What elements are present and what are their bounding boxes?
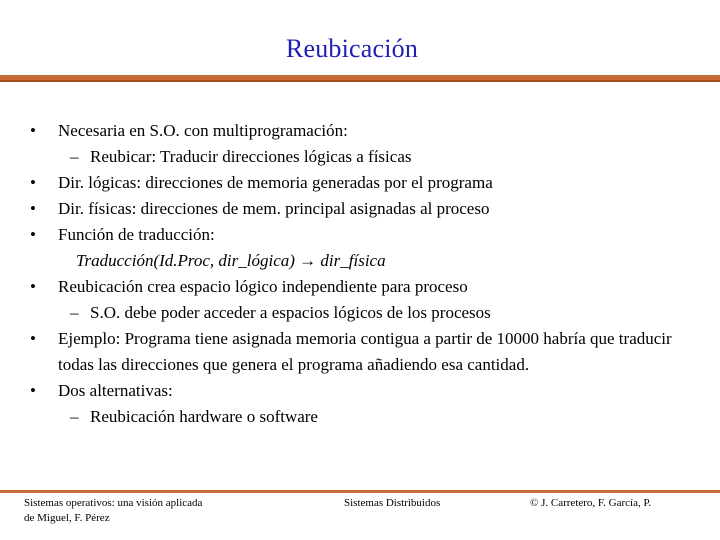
list-item-text: Necesaria en S.O. con multiprogramación: [58, 121, 348, 140]
list-item-text: Ejemplo: Programa tiene asignada memoria contigua a partir de 10000 habría que traducir todas las direcciones que genera el programa añadiendo esa cantidad. [58, 329, 672, 374]
sub-item-text: Reubicar: Traducir direcciones lógicas a físicas [90, 147, 412, 166]
footer-book-title: Sistemas operativos: una visión aplicada [24, 497, 203, 509]
dash-icon: – [70, 303, 79, 322]
dash-icon: – [70, 407, 79, 426]
bullet-icon: • [30, 225, 36, 244]
list-item-text: Dos alternativas: [58, 381, 173, 400]
bullet-icon: • [30, 121, 36, 140]
bottom-divider [0, 490, 720, 493]
top-divider [0, 75, 720, 82]
sub-list-item [30, 300, 706, 326]
sub-item-text: Reubicación hardware o software [90, 407, 318, 426]
bullet-icon: • [30, 277, 36, 296]
list-item [30, 222, 706, 248]
list-item [30, 274, 706, 300]
translation-formula: Traducción(Id.Proc, dir_lógica) → dir_física [76, 251, 386, 270]
sub-item-text: S.O. debe poder acceder a espacios lógicos de los procesos [90, 303, 491, 322]
bullet-icon: • [30, 381, 36, 400]
page-title: Reubicación [285, 34, 419, 63]
footer-course: Sistemas Distribuidos [344, 497, 441, 509]
footer-book-authors: de Miguel, F. Pérez [24, 512, 110, 524]
list-item [30, 118, 706, 144]
list-item-text: Dir. físicas: direcciones de mem. principal asignadas al proceso [58, 199, 490, 218]
footer-book-credit [24, 496, 254, 526]
bullet-icon: • [30, 173, 36, 192]
list-item [30, 196, 706, 222]
sub-list-item [30, 404, 706, 430]
bullet-icon: • [30, 199, 36, 218]
bullet-list [30, 118, 706, 430]
list-item [30, 170, 706, 196]
footer-copyright: © J. Carretero, F. García, P. [530, 497, 652, 509]
dash-icon: – [70, 147, 79, 166]
list-item [30, 378, 706, 404]
list-item-text: Reubicación crea espacio lógico independiente para proceso [58, 277, 468, 296]
sub-list-item [30, 144, 706, 170]
list-item-text: Dir. lógicas: direcciones de memoria generadas por el programa [58, 173, 493, 192]
bullet-icon: • [30, 329, 36, 348]
list-item [30, 326, 706, 378]
list-item-text: Función de traducción: [58, 225, 215, 244]
